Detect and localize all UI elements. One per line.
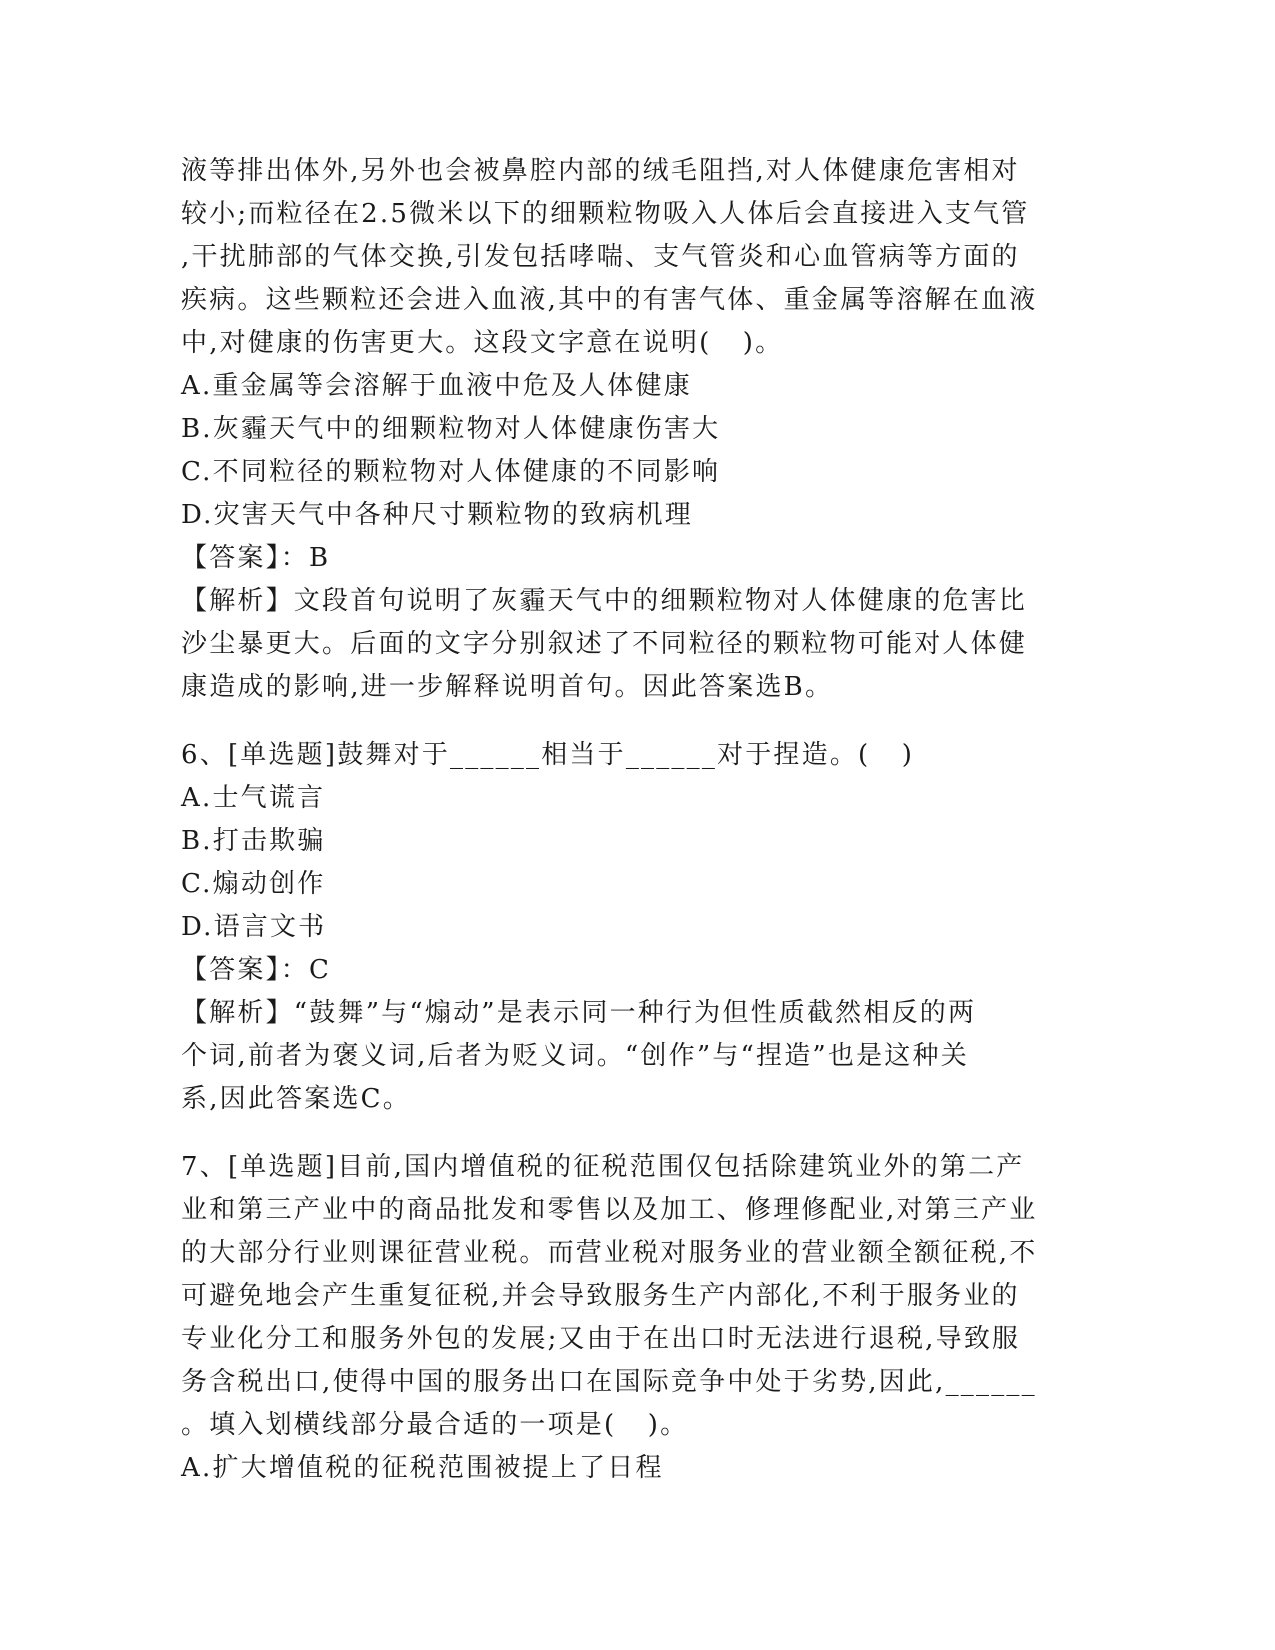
- question-stem-line: 专业化分工和服务外包的发展;又由于在出口时无法进行退税,导致服: [181, 1324, 1021, 1354]
- question-stem-line: 务含税出口,使得中国的服务出口在国际竞争中处于劣势,因此,______: [181, 1367, 1037, 1397]
- answer-line: 【答案】：B: [181, 543, 331, 573]
- question-block-5: [181, 150, 1091, 709]
- option-d: D.语言文书: [181, 912, 327, 942]
- question-stem-line: 的大部分行业则课征营业税。而营业税对服务业的营业额全额征税,不: [181, 1238, 1038, 1268]
- question-stem-line: 较小;而粒径在2.5微米以下的细颗粒物吸入人体后会直接进入支气管: [181, 199, 1030, 229]
- question-stem-line: 业和第三产业中的商品批发和零售以及加工、修理修配业,对第三产业: [181, 1195, 1038, 1225]
- answer-line: 【答案】：C: [181, 955, 332, 985]
- document-page: [181, 150, 1091, 1490]
- question-block-6: [181, 734, 1091, 1121]
- option-a: A.扩大增值税的征税范围被提上了日程: [181, 1453, 664, 1483]
- question-block-7: [181, 1146, 1091, 1490]
- block-spacer: [181, 709, 1091, 734]
- option-c: C.不同粒径的颗粒物对人体健康的不同影响: [181, 457, 721, 487]
- analysis-line: 【解析】“鼓舞”与“煽动”是表示同一种行为但性质截然相反的两: [181, 998, 977, 1028]
- option-b: B.打击欺骗: [181, 826, 326, 856]
- question-stem-line: 。填入划横线部分最合适的一项是( )。: [181, 1410, 689, 1440]
- option-d: D.灾害天气中各种尺寸颗粒物的致病机理: [181, 500, 693, 530]
- question-stem-line: 可避免地会产生重复征税,并会导致服务生产内部化,不利于服务业的: [181, 1281, 1020, 1311]
- block-spacer: [181, 1121, 1091, 1146]
- option-c: C.煽动创作: [181, 869, 326, 899]
- analysis-line: 【解析】文段首句说明了灰霾天气中的细颗粒物对人体健康的危害比: [181, 586, 1028, 616]
- question-stem-line: 7、[单选题]目前,国内增值税的征税范围仅包括除建筑业外的第二产: [181, 1152, 1025, 1182]
- option-a: A.重金属等会溶解于血液中危及人体健康: [181, 371, 692, 401]
- question-stem-line: 疾病。这些颗粒还会进入血液,其中的有害气体、重金属等溶解在血液: [181, 285, 1038, 315]
- question-stem-line: ,干扰肺部的气体交换,引发包括哮喘、支气管炎和心血管病等方面的: [181, 242, 1020, 272]
- option-b: B.灰霾天气中的细颗粒物对人体健康伤害大: [181, 414, 721, 444]
- question-stem-line: 中,对健康的伤害更大。这段文字意在说明( )。: [181, 328, 784, 358]
- analysis-line: 沙尘暴更大。后面的文字分别叙述了不同粒径的颗粒物可能对人体健: [181, 629, 1028, 659]
- option-a: A.士气谎言: [181, 783, 326, 813]
- question-stem-line: 6、[单选题]鼓舞对于______相当于______对于捏造。( ): [181, 740, 915, 770]
- question-stem-line: 液等排出体外,另外也会被鼻腔内部的绒毛阻挡,对人体健康危害相对: [181, 156, 1020, 186]
- analysis-line: 系,因此答案选C。: [181, 1084, 411, 1114]
- analysis-line: 个词,前者为褒义词,后者为贬义词。“创作”与“捏造”也是这种关: [181, 1041, 969, 1071]
- analysis-line: 康造成的影响,进一步解释说明首句。因此答案选B。: [181, 672, 834, 702]
